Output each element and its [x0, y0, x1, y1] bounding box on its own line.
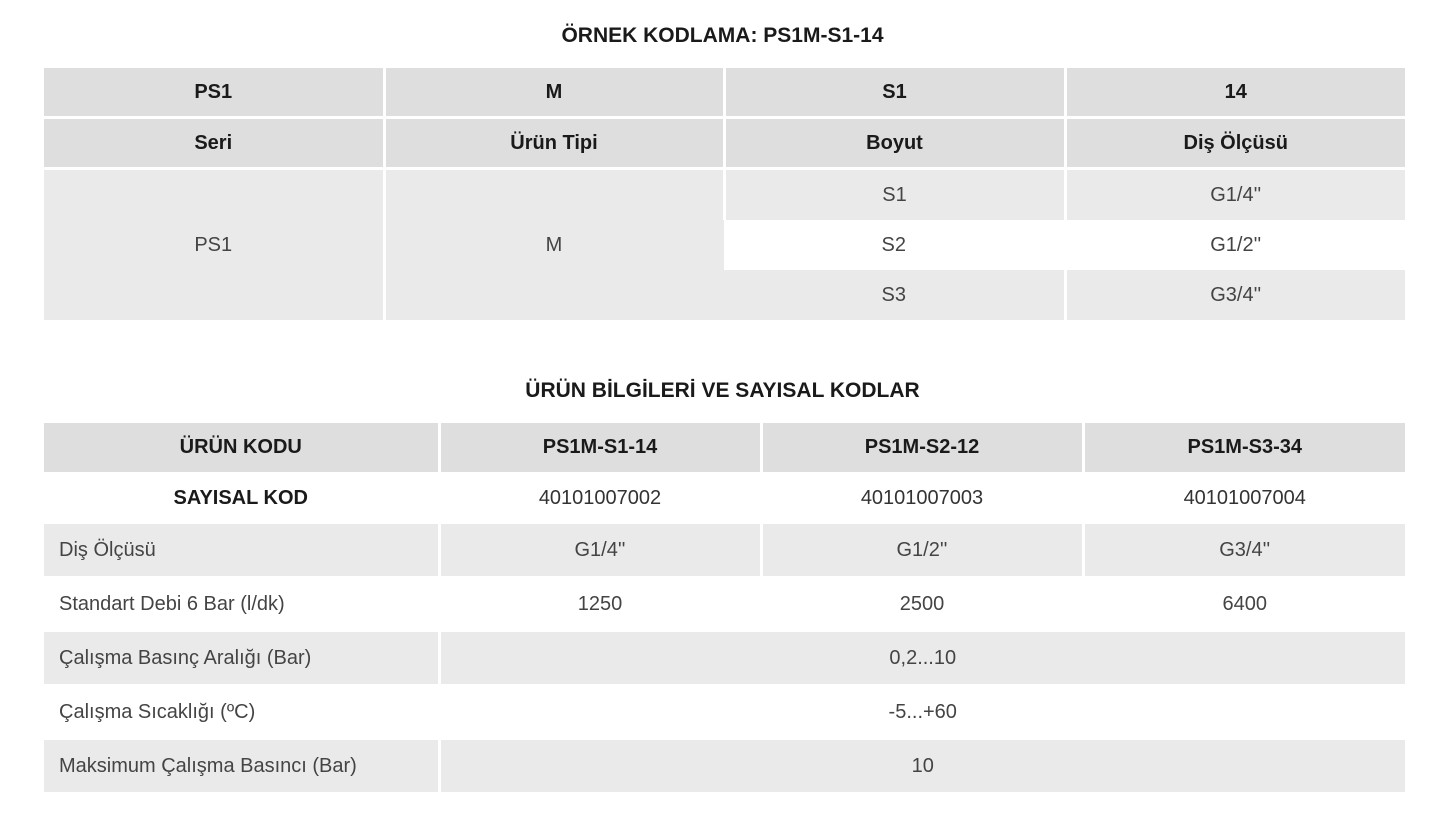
- flow-rate-label: Standart Debi 6 Bar (l/dk): [59, 592, 285, 615]
- thread-size-3: G3/4'': [1083, 524, 1405, 576]
- thread-size-row: [44, 524, 1405, 576]
- thread-cell: G1/2'': [1065, 220, 1405, 270]
- code-part-type: M: [384, 68, 724, 118]
- max-pressure-row: [44, 740, 1405, 792]
- numeric-code-label: SAYISAL KOD: [173, 486, 308, 509]
- pressure-range-value: 0,2...10: [439, 632, 1405, 684]
- flow-rate-2: 2500: [761, 576, 1083, 632]
- temperature-row: [44, 684, 1405, 740]
- max-pressure-value: 10: [439, 740, 1405, 792]
- label-product-type: Ürün Tipi: [384, 118, 724, 169]
- code-part-size: S1: [724, 68, 1065, 118]
- product-code-3: PS1M-S3-34: [1083, 423, 1405, 472]
- pressure-range-row: [44, 632, 1405, 684]
- numeric-code-2: 40101007003: [761, 472, 1083, 524]
- flow-rate-row: [44, 576, 1405, 632]
- product-code-1: PS1M-S1-14: [439, 423, 761, 472]
- label-size: Boyut: [724, 118, 1065, 169]
- product-type-value: M: [384, 169, 724, 321]
- series-value: PS1: [44, 169, 384, 321]
- temperature-label: Çalışma Sıcaklığı (ºC): [59, 700, 256, 723]
- size-cell: S3: [724, 270, 1065, 320]
- product-code-header-row: [44, 423, 1405, 472]
- product-info-table: [44, 423, 1405, 792]
- thread-cell: G3/4'': [1065, 270, 1405, 320]
- product-code-2: PS1M-S2-12: [761, 423, 1083, 472]
- temperature-value: -5...+60: [439, 684, 1405, 740]
- code-parts-label-row: [44, 118, 1405, 169]
- size-cell: S2: [724, 220, 1065, 270]
- thread-size-2: G1/2'': [761, 524, 1083, 576]
- code-parts-row: [44, 68, 1405, 118]
- product-code-label: ÜRÜN KODU: [44, 423, 439, 472]
- table-row: [44, 169, 1405, 221]
- numeric-code-1: 40101007002: [439, 472, 761, 524]
- code-part-series: PS1: [44, 68, 384, 118]
- example-coding-table: [44, 68, 1405, 320]
- max-pressure-label: Maksimum Çalışma Basıncı (Bar): [44, 740, 439, 792]
- thread-cell: G1/4'': [1065, 169, 1405, 221]
- code-part-thread: 14: [1065, 68, 1405, 118]
- product-info-title: ÜRÜN BİLGİLERİ VE SAYISAL KODLAR: [525, 379, 920, 402]
- flow-rate-3: 6400: [1083, 576, 1405, 632]
- label-thread-size: Diş Ölçüsü: [1065, 118, 1405, 169]
- pressure-range-label: Çalışma Basınç Aralığı (Bar): [44, 632, 439, 684]
- thread-size-1: G1/4'': [439, 524, 761, 576]
- thread-size-label: Diş Ölçüsü: [44, 524, 439, 576]
- numeric-code-3: 40101007004: [1083, 472, 1405, 524]
- example-coding-title: ÖRNEK KODLAMA: PS1M-S1-14: [561, 24, 884, 47]
- flow-rate-1: 1250: [439, 576, 761, 632]
- size-cell: S1: [724, 169, 1065, 221]
- label-series: Seri: [44, 118, 384, 169]
- numeric-code-row: [44, 472, 1405, 524]
